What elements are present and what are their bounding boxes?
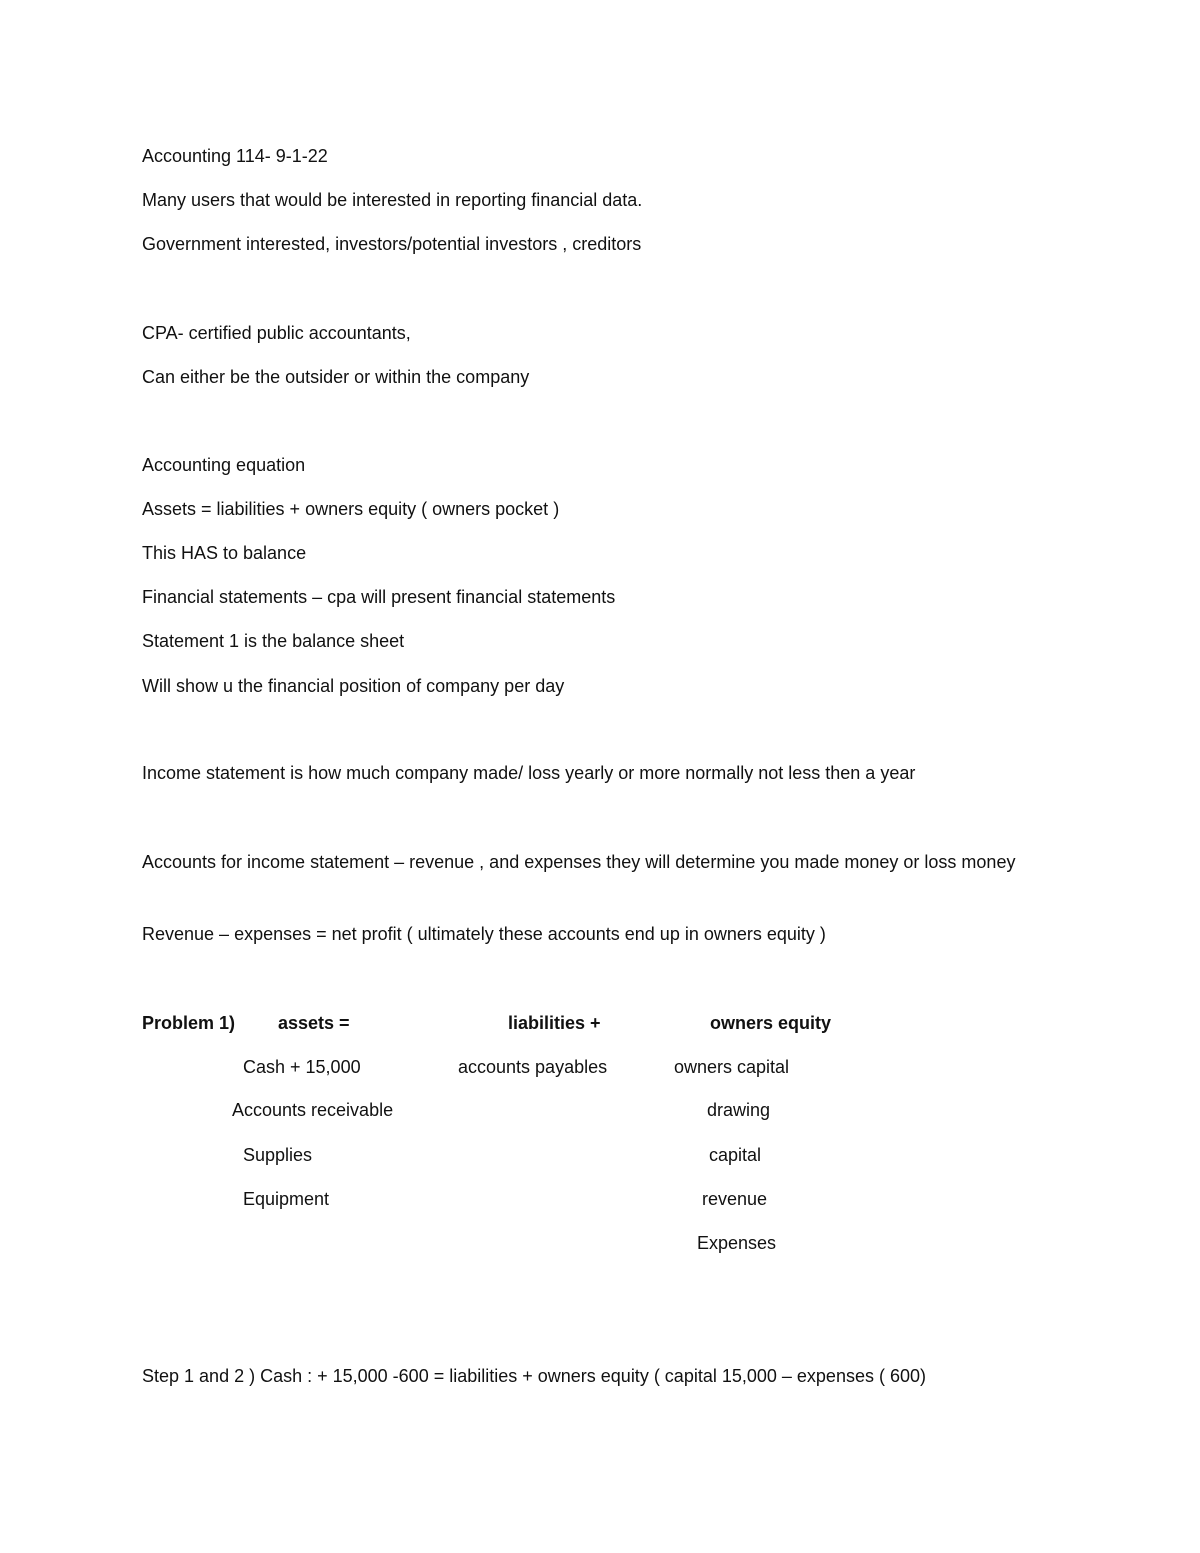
equity-header: owners equity — [710, 1013, 832, 1033]
text-line: Revenue – expenses = net profit ( ultimately these accounts end up in owners equity ) — [142, 924, 826, 944]
text-line: This HAS to balance — [142, 543, 307, 563]
asset-item: Cash + 15,000 — [243, 1057, 361, 1077]
asset-item: Accounts receivable — [232, 1100, 394, 1120]
text-line: Accounts for income statement – revenue , and expenses they will determine you made money or loss money — [142, 852, 1016, 872]
text-line: CPA- certified public accountants, — [142, 323, 411, 343]
assets-header: assets = — [278, 1013, 350, 1033]
text-line: Income statement is how much company made/ loss yearly or more normally not less then a year — [142, 763, 916, 783]
text-line: Government interested, investors/potential investors , creditors — [142, 234, 642, 254]
asset-item: Supplies — [243, 1145, 313, 1165]
text-line: Will show u the financial position of company per day — [142, 676, 565, 696]
text-line: Can either be the outsider or within the company — [142, 367, 530, 387]
document-title: Accounting 114- 9-1-22 — [142, 146, 328, 166]
step-line: Step 1 and 2 ) Cash : + 15,000 -600 = liabilities + owners equity ( capital 15,000 – expenses ( 600) — [142, 1366, 926, 1386]
equity-item: drawing — [707, 1100, 771, 1120]
section-heading: Accounting equation — [142, 455, 306, 475]
text-line: Assets = liabilities + owners equity ( owners pocket ) — [142, 499, 560, 519]
equity-item: Expenses — [697, 1233, 777, 1253]
asset-item: Equipment — [243, 1189, 330, 1209]
text-line: Financial statements – cpa will present financial statements — [142, 587, 616, 607]
problem-label: Problem 1) — [142, 1013, 236, 1033]
text-line: Many users that would be interested in reporting financial data. — [142, 190, 643, 210]
equity-item: capital — [709, 1145, 762, 1165]
liability-item: accounts payables — [458, 1057, 608, 1077]
equity-item: revenue — [702, 1189, 768, 1209]
liabilities-header: liabilities + — [508, 1013, 601, 1033]
equity-item: owners capital — [674, 1057, 790, 1077]
text-line: Statement 1 is the balance sheet — [142, 631, 405, 651]
